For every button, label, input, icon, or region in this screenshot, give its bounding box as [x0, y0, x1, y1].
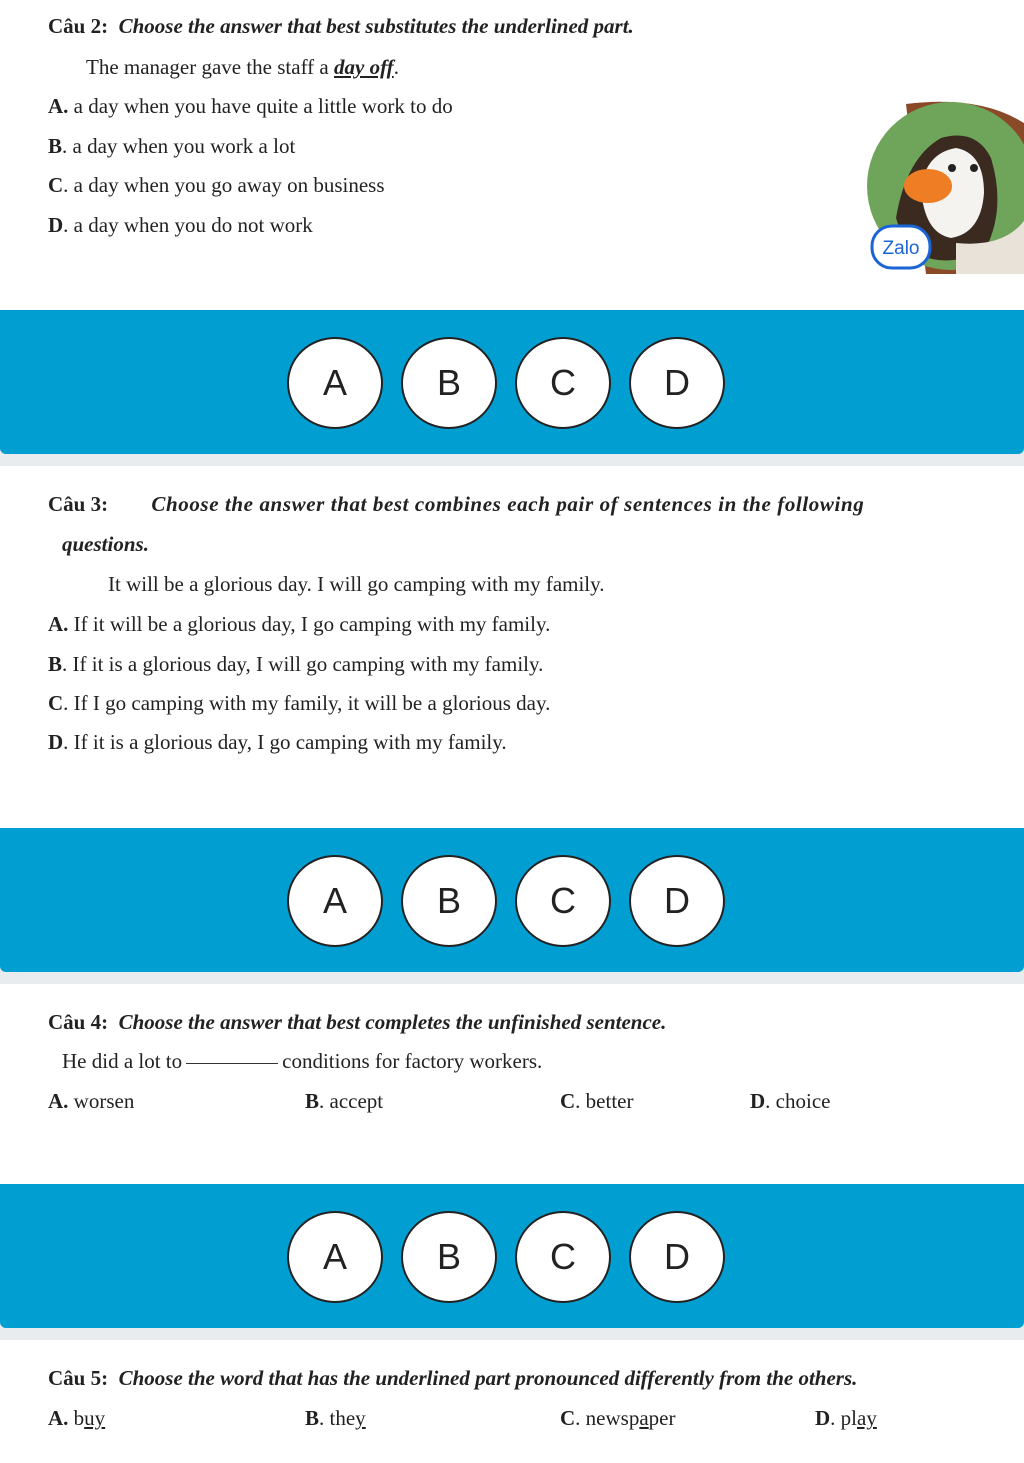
q3-option-c: C. If I go camping with my family, it will be a glorious day.: [48, 691, 551, 715]
answer-d-button[interactable]: D: [629, 337, 725, 429]
q2-option-b: B. a day when you work a lot: [48, 134, 296, 158]
question-4-card: [0, 984, 1024, 1184]
svg-text:Zalo: Zalo: [882, 238, 920, 259]
underlined-phrase: day off: [334, 55, 394, 79]
answer-a-button[interactable]: A: [287, 855, 383, 947]
q5-option-a: A. buy: [48, 1406, 106, 1430]
q5-option-c: C. newspaper: [560, 1406, 676, 1430]
question-4-number: Câu 4:: [48, 1010, 109, 1034]
question-3-number: Câu 3:: [48, 492, 109, 516]
zalo-logo: [872, 226, 930, 268]
answer-blank: [186, 1063, 278, 1064]
answer-d-button[interactable]: D: [629, 1211, 725, 1303]
answer-d-button[interactable]: D: [629, 855, 725, 947]
q2-option-a: A. a day when you have quite a little work to do: [48, 94, 453, 118]
question-2-heading: [48, 14, 634, 39]
q4-option-a: A. worsen: [48, 1089, 135, 1113]
answer-a-button[interactable]: A: [287, 337, 383, 429]
question-3-sentence: It will be a glorious day. I will go camping with my family.: [108, 572, 605, 596]
question-3-heading: [48, 492, 864, 517]
question-4-heading: [48, 1010, 666, 1035]
answer-c-button[interactable]: C: [515, 337, 611, 429]
answer-bar-q3: [0, 828, 1024, 972]
q4-option-b: B. accept: [305, 1089, 384, 1113]
answer-bar-q4: [0, 1184, 1024, 1328]
q2-option-c: C. a day when you go away on business: [48, 173, 385, 197]
question-2-number: Câu 2:: [48, 14, 109, 38]
answer-c-button[interactable]: C: [515, 855, 611, 947]
q5-option-b: B. they: [305, 1406, 366, 1430]
question-3-card: [0, 466, 1024, 828]
question-2-card: [0, 0, 1024, 312]
q5-option-d: D. play: [815, 1406, 877, 1430]
answer-b-button[interactable]: B: [401, 855, 497, 947]
question-4-instruction: Choose the answer that best completes the unfinished sentence.: [118, 1010, 667, 1034]
question-3-instruction: Choose the answer that best combines each pair of sentences in the following: [151, 492, 865, 516]
question-5-heading: [48, 1366, 857, 1391]
q4-option-c: C. better: [560, 1089, 634, 1113]
question-2-sentence: The manager gave the staff a day off.: [86, 55, 399, 79]
question-5-instruction: Choose the word that has the underlined part pronounced differently from the others.: [118, 1366, 858, 1390]
answer-b-button[interactable]: B: [401, 1211, 497, 1303]
q4-option-d: D. choice: [750, 1089, 831, 1113]
answer-bar-q2: [0, 310, 1024, 454]
zalo-avatar[interactable]: [866, 98, 1024, 274]
q3-option-d: D. If it is a glorious day, I go camping with my family.: [48, 730, 507, 754]
question-3-instruction-cont: questions.: [62, 532, 149, 556]
answer-a-button[interactable]: A: [287, 1211, 383, 1303]
q3-option-b: B. If it is a glorious day, I will go camping with my family.: [48, 652, 544, 676]
q3-option-a: A. If it will be a glorious day, I go camping with my family.: [48, 612, 551, 636]
q2-option-d: D. a day when you do not work: [48, 213, 313, 237]
question-5-card: [0, 1340, 1024, 1463]
question-4-sentence: He did a lot to conditions for factory workers.: [62, 1049, 543, 1073]
question-2-instruction: Choose the answer that best substitutes the underlined part.: [118, 14, 634, 38]
question-5-number: Câu 5:: [48, 1366, 109, 1390]
answer-b-button[interactable]: B: [401, 337, 497, 429]
answer-c-button[interactable]: C: [515, 1211, 611, 1303]
